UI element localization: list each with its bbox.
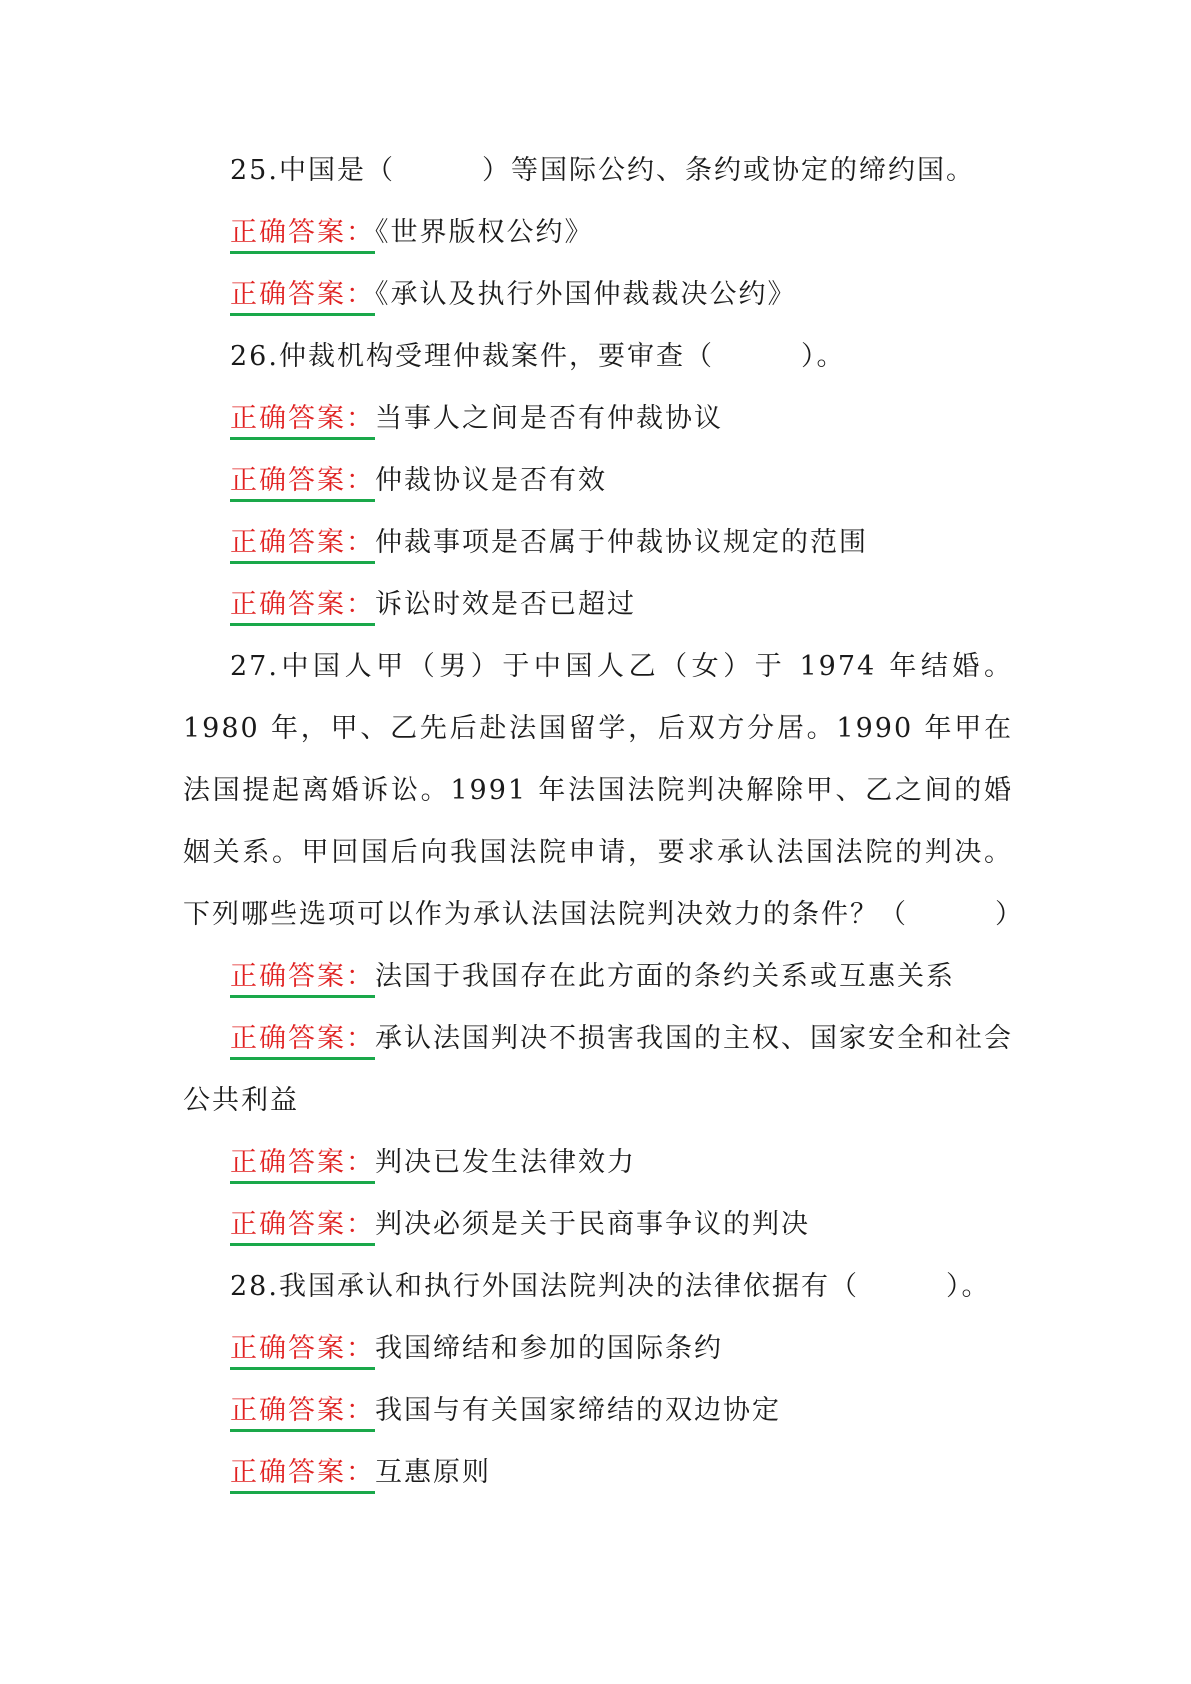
answer-item: [183, 388, 1013, 450]
answer-text: 承认法国判决不损害我国的主权、国家安全和社会公共利益: [183, 1023, 1013, 1116]
answer-label: 正确答案：: [230, 1023, 375, 1060]
answer-label: 正确答案：: [230, 279, 375, 316]
answer-label: 正确答案：: [230, 217, 375, 254]
answer-item: [183, 450, 1013, 512]
answer-item: [183, 1380, 1013, 1442]
answer-label: 正确答案：: [230, 1147, 375, 1184]
answer-text: 诉讼时效是否已超过: [375, 589, 636, 620]
question-list: [183, 140, 1024, 1504]
answer-label: 正确答案：: [230, 961, 375, 998]
question-26: 26.仲裁机构受理仲裁案件，要审查（ ）。: [230, 341, 846, 372]
answer-text: 仲裁协议是否有效: [375, 465, 607, 496]
answer-label: 正确答案：: [230, 1395, 375, 1432]
answer-item: [183, 512, 1013, 574]
answer-item: [183, 264, 1013, 326]
answer-item: [183, 574, 1013, 636]
answer-item: [183, 1194, 1013, 1256]
answer-text: 互惠原则: [375, 1457, 491, 1488]
answer-text: 法国于我国存在此方面的条约关系或互惠关系: [375, 961, 955, 992]
question-27: 27.中国人甲（男）于中国人乙（女）于 1974 年结婚。1980 年，甲、乙先后赴法国留学，后双方分居。1990 年甲在法国提起离婚诉讼。1991 年法国法院判决解除甲、乙之间的婚姻关系。甲回国后向我国法院申请，要求承认法国法院的判决。下列哪些选项可以作为承认法国法院判决效力的条件？（ ）: [183, 651, 1024, 930]
answer-text: 《承认及执行外国仲裁裁决公约》: [375, 279, 797, 310]
answer-text: 我国与有关国家缔结的双边协定: [375, 1395, 781, 1426]
answer-label: 正确答案：: [230, 1333, 375, 1370]
answer-text: 当事人之间是否有仲裁协议: [375, 403, 723, 434]
answer-item: [183, 1132, 1013, 1194]
answer-item: [183, 946, 1013, 1008]
answer-label: 正确答案：: [230, 403, 375, 440]
answer-item: [183, 1008, 1013, 1132]
answer-item: [183, 1318, 1013, 1380]
question-28: 28.我国承认和执行外国法院判决的法律依据有（ ）。: [230, 1271, 991, 1302]
answer-label: 正确答案：: [230, 1209, 375, 1246]
question-25: 25.中国是（ ）等国际公约、条约或协定的缔约国。: [230, 155, 975, 186]
answer-text: 判决必须是关于民商事争议的判决: [375, 1209, 810, 1240]
answer-label: 正确答案：: [230, 1457, 375, 1494]
answer-text: 《世界版权公约》: [375, 217, 594, 248]
answer-label: 正确答案：: [230, 465, 375, 502]
answer-item: [183, 202, 1013, 264]
answer-text: 我国缔结和参加的国际条约: [375, 1333, 723, 1364]
answer-label: 正确答案：: [230, 527, 375, 564]
answer-label: 正确答案：: [230, 589, 375, 626]
answer-item: [183, 1442, 1013, 1504]
answer-text: 仲裁事项是否属于仲裁协议规定的范围: [375, 527, 868, 558]
answer-text: 判决已发生法律效力: [375, 1147, 636, 1178]
